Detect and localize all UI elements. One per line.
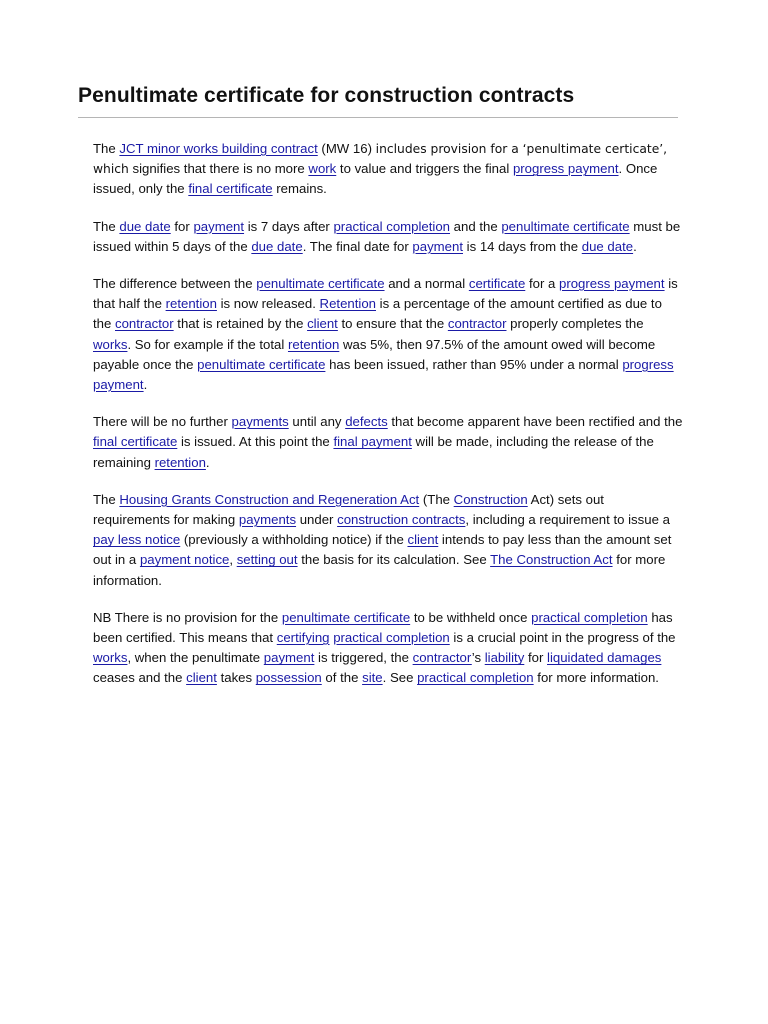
glossary-link[interactable]: certifying [276, 630, 330, 646]
paragraph-text: of the [321, 670, 363, 686]
glossary-link[interactable]: payment [263, 650, 315, 666]
glossary-link[interactable]: Retention [319, 296, 376, 312]
paragraph-text: for more information. [93, 552, 666, 588]
glossary-link[interactable]: possession [255, 670, 322, 686]
glossary-link[interactable]: contractor [412, 650, 472, 666]
paragraph-text: , including a requirement to issue a [465, 512, 670, 528]
glossary-link[interactable]: due date [119, 218, 171, 234]
glossary-link[interactable]: progress payment [512, 161, 619, 177]
paragraph-text: for [170, 218, 194, 234]
paragraph-text: for [524, 650, 548, 666]
paragraph-text: is issued. At this point the [177, 434, 334, 450]
glossary-link[interactable]: penultimate certificate [281, 609, 411, 625]
paragraph-text: . [143, 377, 148, 393]
glossary-link[interactable]: payment notice [139, 552, 230, 568]
glossary-link[interactable]: progress payment [559, 276, 665, 292]
paragraph-text: . Once issued, only the [93, 161, 658, 197]
glossary-link[interactable]: client [186, 670, 217, 686]
paragraph-text: (MW 16) [317, 141, 376, 156]
paragraph-text: the basis for its calculation. See [297, 552, 491, 568]
paragraph-text: . [633, 238, 637, 254]
paragraph-text: The [93, 141, 120, 156]
paragraph-text: has been issued, rather than 95% under a normal [325, 356, 623, 372]
glossary-link[interactable]: site [362, 670, 383, 686]
paragraph-text: . See [382, 670, 418, 686]
glossary-link[interactable]: work [308, 161, 337, 177]
paragraph-text: until any [288, 414, 346, 430]
glossary-link[interactable]: practical completion [333, 630, 450, 646]
glossary-link[interactable]: penultimate certificate [501, 218, 630, 234]
paragraph-text: , when the penultimate [127, 650, 264, 666]
paragraph-text: properly completes the [506, 316, 644, 332]
glossary-link[interactable]: retention [154, 454, 206, 470]
glossary-link[interactable]: retention [287, 336, 340, 352]
paragraph-text: is that half the [93, 276, 678, 312]
paragraph-text: (previously a withholding notice) if the [180, 532, 408, 548]
glossary-link[interactable]: works [93, 650, 128, 666]
paragraph-text: . [205, 454, 210, 470]
glossary-link[interactable]: contractor [115, 316, 174, 332]
glossary-link[interactable]: setting out [236, 552, 298, 568]
paragraph-text: signifies that there is no more [128, 161, 309, 177]
title-divider [78, 117, 678, 118]
paragraph-text: ’s [471, 650, 485, 666]
paragraph-text: Act) sets out requirements for making [93, 491, 604, 528]
paragraph-text: intends to pay less than the amount set out in a [93, 532, 672, 568]
paragraph-text: . So for example if the total [127, 336, 288, 352]
paragraph-text: is a percentage of the amount certified as due to the [93, 296, 662, 332]
paragraph-text: takes [216, 670, 256, 686]
paragraph [93, 608, 683, 689]
glossary-link[interactable]: payments [231, 414, 289, 430]
glossary-link[interactable]: penultimate certificate [197, 356, 326, 372]
paragraph-text: is 7 days after [244, 218, 334, 234]
article-body [93, 139, 683, 706]
glossary-link[interactable]: The Construction Act [490, 552, 613, 568]
page-title: Penultimate certificate for construction contracts [78, 84, 575, 107]
paragraph-text: that become apparent have been rectified and the [387, 414, 683, 430]
paragraph-text: is triggered, the [314, 650, 413, 666]
paragraph-text: , [229, 552, 237, 568]
glossary-link[interactable]: due date [581, 238, 634, 254]
glossary-link[interactable]: payment [193, 218, 245, 234]
paragraph-text: The [93, 491, 120, 507]
paragraph-text: to ensure that the [337, 316, 448, 332]
paragraph-text: . The final date for [302, 238, 413, 254]
paragraph-text: includes provision for a ‘penultimate certicate’, which [93, 142, 668, 177]
paragraph-text: is now released. [216, 296, 320, 312]
paragraph-text: ceases and the [93, 670, 187, 686]
paragraph-text: to value and triggers the final [336, 161, 513, 177]
glossary-link[interactable]: pay less notice [93, 532, 181, 548]
glossary-link[interactable]: final payment [333, 434, 412, 450]
paragraph-text: will be made, including the release of the remaining [93, 434, 654, 470]
glossary-link[interactable]: client [307, 316, 338, 332]
paragraph-text: (The [419, 491, 454, 507]
glossary-link[interactable]: Housing Grants Construction and Regeneration Act [119, 491, 420, 507]
paragraph-text: that is retained by the [173, 316, 308, 332]
paragraph-text: must be issued within 5 days of the [93, 218, 681, 254]
glossary-link[interactable]: works [93, 336, 128, 352]
glossary-link[interactable]: due date [251, 238, 303, 254]
paragraph-text: for a [525, 276, 559, 292]
glossary-link[interactable]: payments [238, 512, 297, 528]
paragraph-text: under [296, 512, 338, 528]
glossary-link[interactable]: contractor [447, 316, 507, 332]
paragraph-text: is 14 days from the [463, 238, 582, 254]
glossary-link[interactable]: liquidated damages [547, 650, 662, 666]
paragraph [93, 139, 683, 200]
paragraph [93, 490, 683, 591]
paragraph-text: to be withheld once [410, 609, 532, 625]
glossary-link[interactable]: certificate [468, 276, 526, 292]
glossary-link[interactable]: payment [412, 238, 463, 254]
glossary-link[interactable]: retention [165, 296, 217, 312]
paragraph [93, 412, 683, 473]
paragraph [93, 217, 683, 257]
glossary-link[interactable]: final certificate [93, 434, 178, 450]
glossary-link[interactable]: penultimate certificate [256, 276, 385, 292]
glossary-link[interactable]: liability [484, 650, 525, 666]
glossary-link[interactable]: practical completion [417, 670, 534, 686]
glossary-link[interactable]: final certificate [188, 181, 273, 197]
glossary-link[interactable]: Construction [453, 491, 528, 507]
paragraph-text: has been certified. This means that [93, 609, 673, 646]
paragraph-text: The difference between the [93, 276, 257, 292]
glossary-link[interactable]: progress payment [93, 356, 674, 393]
glossary-link[interactable]: construction contracts [337, 512, 466, 528]
glossary-link[interactable]: JCT minor works building contract [119, 141, 318, 156]
glossary-link[interactable]: practical completion [333, 218, 451, 234]
paragraph-text: The [93, 218, 120, 234]
paragraph-text: was 5%, then 97.5% of the amount owed will become payable once the [93, 336, 656, 372]
glossary-link[interactable]: client [407, 532, 439, 548]
glossary-link[interactable]: defects [345, 414, 388, 430]
paragraph-text: NB There is no provision for the [93, 609, 282, 625]
glossary-link[interactable]: practical completion [531, 609, 648, 625]
paragraph-text: is a crucial point in the progress of the [449, 630, 676, 646]
paragraph-text: There will be no further [93, 414, 232, 430]
paragraph-text: and the [450, 218, 502, 234]
paragraph-text: and a normal [384, 276, 469, 292]
paragraph-text: for more information. [533, 670, 659, 686]
paragraph [93, 274, 683, 395]
paragraph-text: remains. [272, 181, 327, 197]
